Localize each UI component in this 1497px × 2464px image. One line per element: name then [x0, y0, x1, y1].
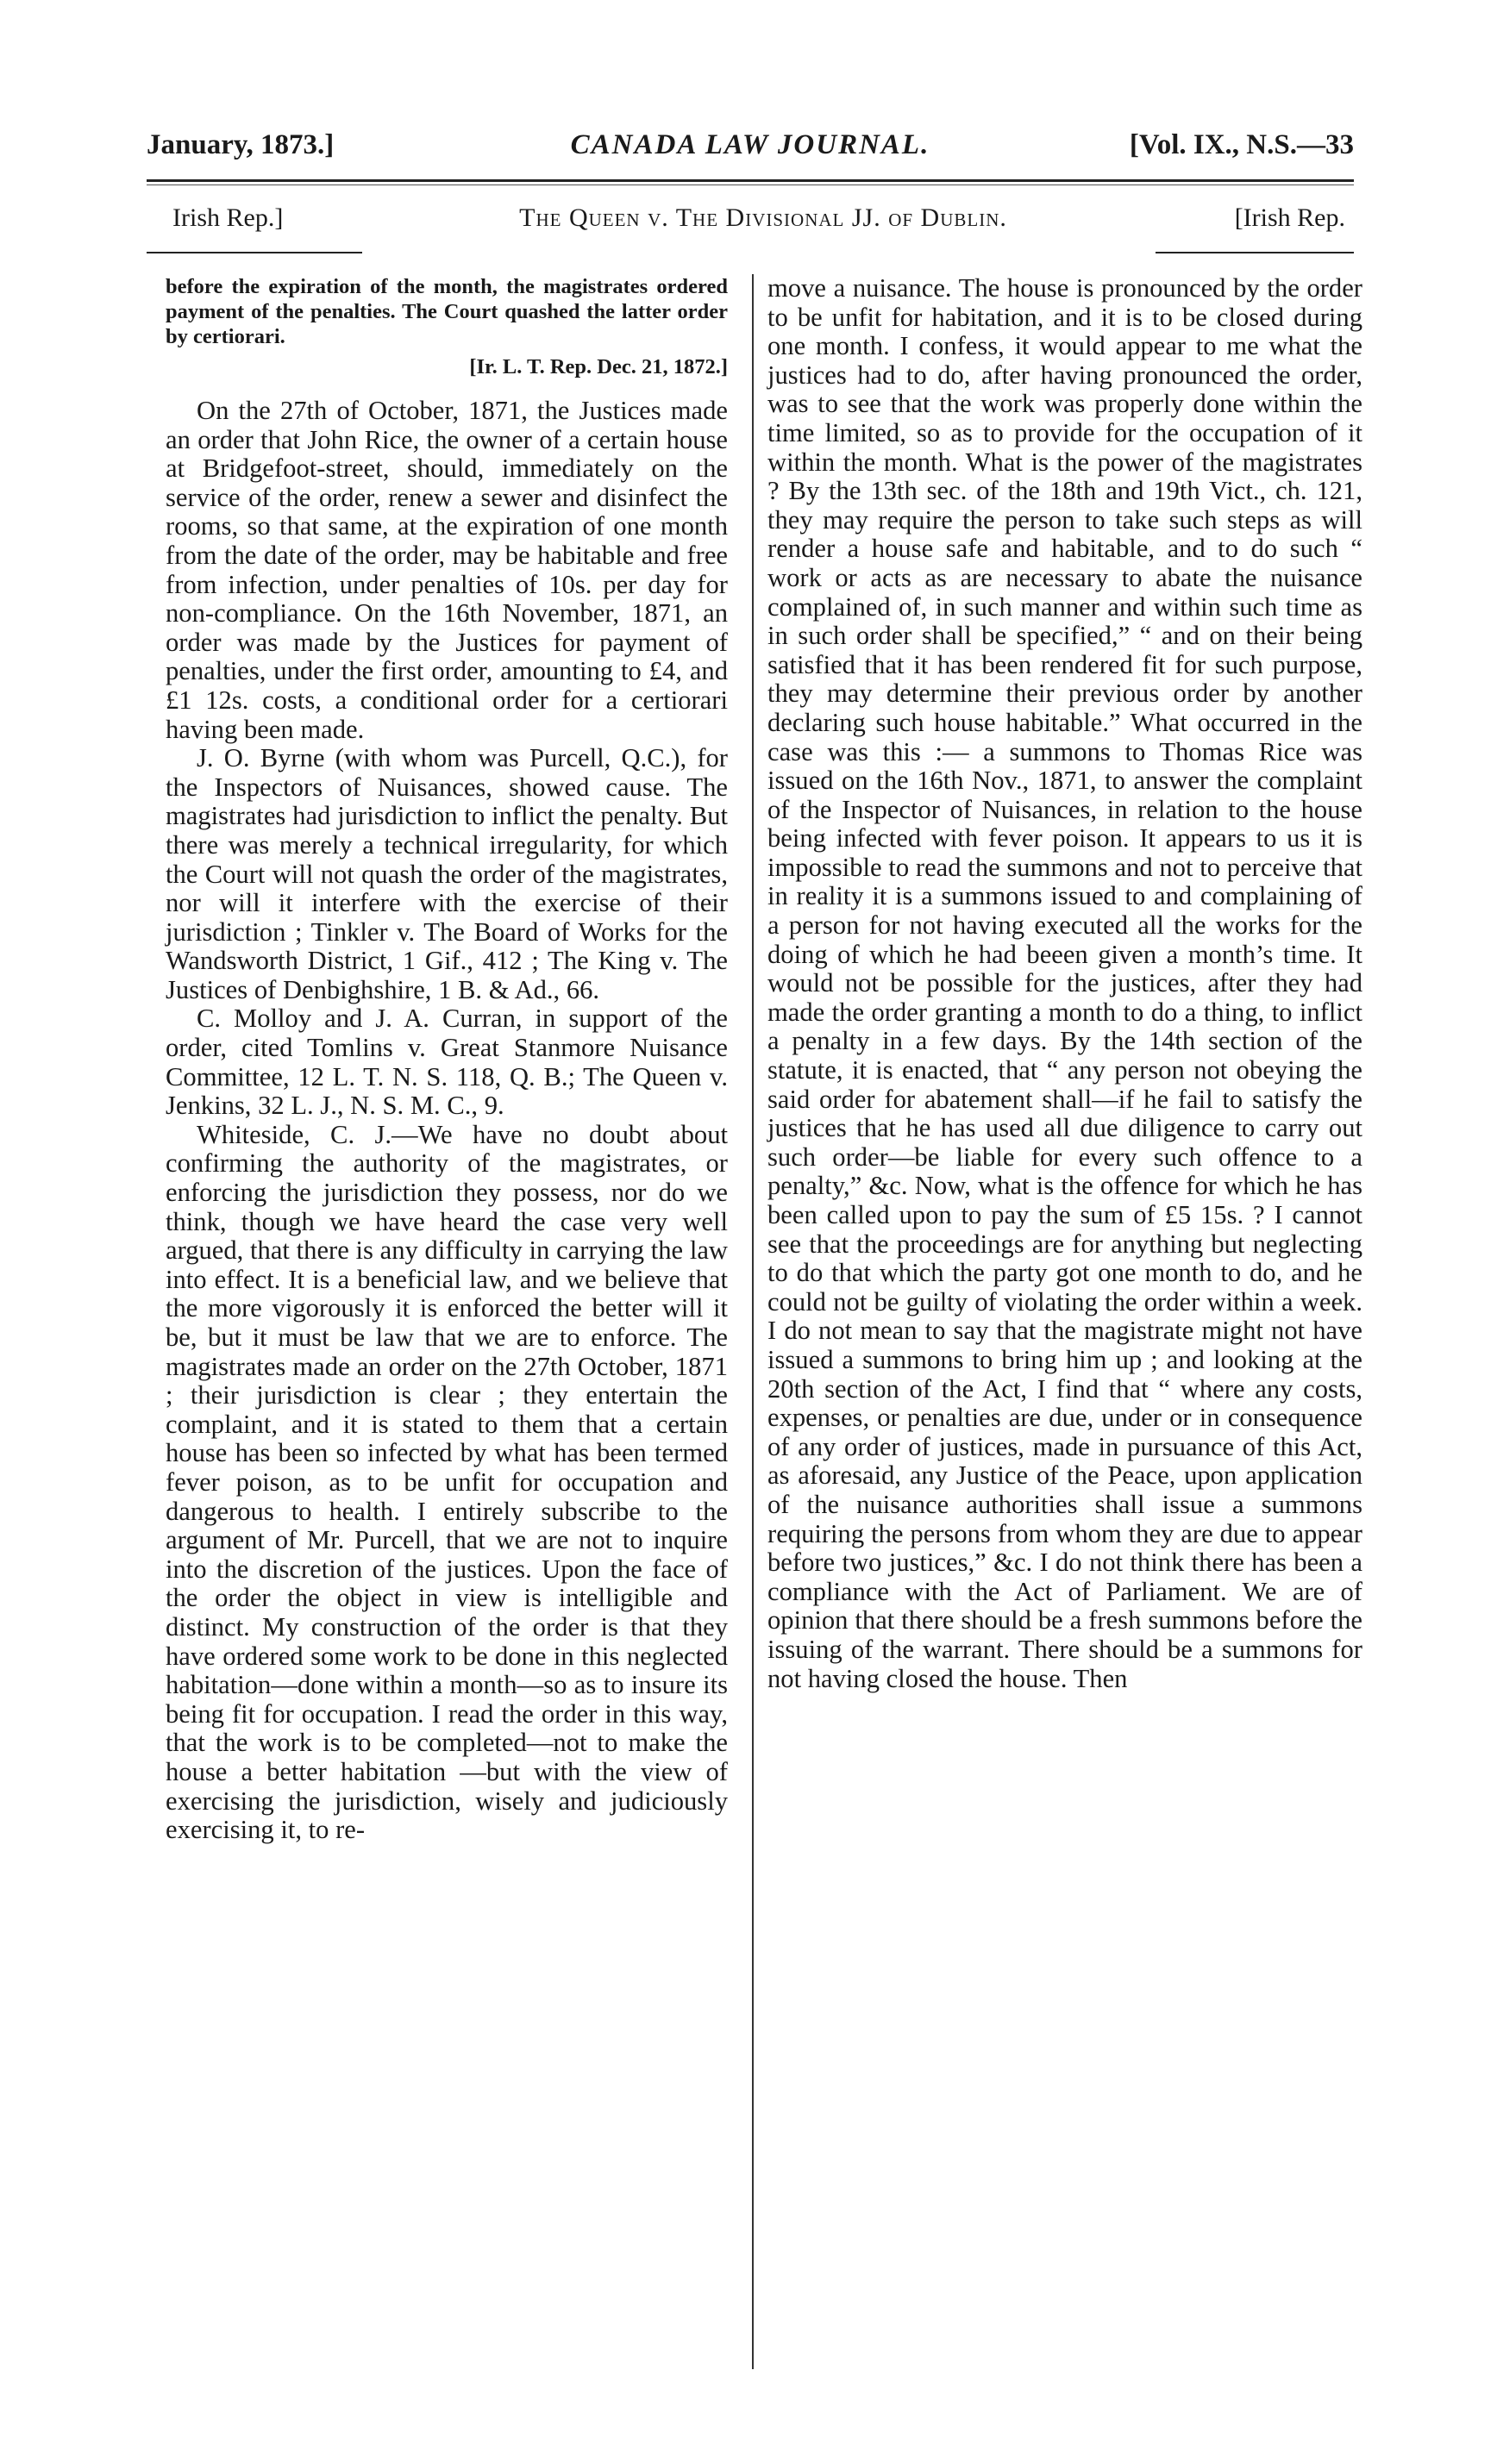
case-header-rule-left — [147, 252, 362, 253]
header-rule-thin — [147, 184, 1354, 185]
paragraph-judgment: Whiteside, C. J.—We have no doubt about confirming the authority of the magistrates, or enforcing the jurisdiction they possess, nor do we think, though we have heard the case very well argued, that there is any difficulty in carrying the law into effect. It is a beneficial law, and we believe that the more vigorously it is enforced the better will it be, but it must be law that we are to enforce. The magistrates made an order on the 27th October, 1871 ; their jurisdiction is clear ; they entertain the complaint, and it is stated to them that a certain house has been so infected by what has been termed fever poison, as to be unfit for occupation and dangerous to health. I entirely subscribe to the argument of Mr. Purcell, that we are not to inquire into the discretion of the justices. Upon the face of the order the object in view is intelligible and distinct. My construction of the order is that they have ordered some work to be done in this neglected habitation—done within a month—so as to insure its being fit for occupation. I read the order in this way, that the work is to be completed—not to make the house a better habitation —but with the view of exercising the jurisdiction, wisely and judiciously exercising it, to re- — [166, 1119, 728, 1845]
case-title: The Queen v. The Divisional JJ. of Dublin. — [519, 203, 1007, 232]
case-header-reporter-left: Irish Rep.] — [172, 203, 284, 232]
header-rule — [147, 179, 1354, 182]
paragraph-showed-cause: J. O. Byrne (with whom was Purcell, Q.C.), for the Inspectors of Nuisances, showed cause. The magistrates had jurisdiction to inflict the penalty. But there was merely a technical irregularity, for which the Court will not quash the order of the magistrates, nor will it interfere with the exercise of their jurisdiction ; Tinkler v. The Board of Works for the Wandsworth District, 1 Gif., 412 ; The King v. The Justices of Denbighshire, 1 B. & Ad., 66. — [166, 743, 728, 1004]
volume-page-number: [Vol. IX., N.S.—33 — [1129, 129, 1354, 160]
case-header-rule-right — [1156, 252, 1354, 253]
paragraph-facts: On the 27th of October, 1871, the Justices made an order that John Rice, the owner of a certain house at Bridgefoot-street, should, immediately on the service of the order, renew a sewer and disinfect the rooms, so that same, at the expiration of one month from the date of the order, may be habitable and free from infection, under penalties of 10s. per day for non-compliance. On the 16th November, 1871, an order was made by the Justices for payment of penalties, under the first order, amounting to £4, and £1 12s. costs, a conditional order for a certiorari having been made. — [166, 396, 728, 744]
right-column — [767, 274, 1362, 1693]
paragraph-in-support: C. Molloy and J. A. Curran, in support of the order, cited Tomlins v. Great Stanmore Nuisance Committee, 12 L. T. N. S. 118, Q. B.; The Queen v. Jenkins, 32 L. J., N. S. M. C., 9. — [166, 1004, 728, 1121]
running-head — [147, 129, 1354, 172]
case-header — [172, 203, 1354, 241]
case-header-reporter-right: [Irish Rep. — [1234, 203, 1345, 232]
left-column — [166, 274, 728, 1845]
headnote: before the expiration of the month, the magistrates ordered payment of the penalties. The Court quashed the latter order by certiorari. — [166, 275, 728, 348]
column-divider — [752, 274, 754, 2369]
paragraph-judgment-continued: move a nuisance. The house is pronounced by the order to be unfit for habitation, and it is to be closed during one month. I confess, it would appear to me what the justices had to do, after having pronounced the order, was to see that the work was properly done within the time limited, so as to provide for the occupation of it within the month. What is the power of the magistrates ? By the 13th sec. of the 18th and 19th Vict., ch. 121, they may require the person to take such steps as will render a house safe and habitable, and to do such “ work or acts as are necessary to abate the nuisance complained of, in such manner and within such time as in such order shall be specified,” “ and on their being satisfied that it has been rendered fit for such purpose, they may determine their previous order by another declaring such house habitable.” What occurred in the case was this :— a summons to Thomas Rice was issued on the 16th Nov., 1871, to answer the complaint of the Inspector of Nuisances, in relation to the house being infected with fever poison. It appears to us it is impossible to read the summons and not to perceive that in reality it is a summons issued to and complaining of a person for not having executed all the works for the doing of which he had beeen given a month’s time. It would not be possible for the justices, after they had made the order granting a month to do a thing, to inflict a penalty in a few days. By the 14th section of the statute, it is enacted, that “ any person not obeying the said order for abatement shall—if he fail to satisfy the justices that he has used all due diligence to carry out such order—be liable for every such offence to a penalty,” &c. Now, what is the offence for which he has been called upon to pay the sum of £5 15s. ? I cannot see that the proceedings are for anything but neglecting to do that which the party got one month to do, and he could not be guilty of violating the order within a week. I do not mean to say that the magistrate might not have issued a summons to bring him up ; and looking at the 20th section of the Act, I find that “ where any costs, expenses, or penalties are due, under or in consequence of any order of justices, made in pursuance of this Act, as aforesaid, any Justice of the Peace, upon application of the nuisance authorities shall issue a summons requiring the persons from whom they are due to appear before two justices,” &c. I do not think there has been a compliance with the Act of Parliament. We are of opinion that there should be a fresh summons before the issuing of the warrant. There should be a summons for not having closed the house. Then — [767, 273, 1362, 1693]
journal-title: CANADA LAW JOURNAL. — [570, 129, 930, 160]
running-head-date: January, 1873.] — [147, 129, 335, 160]
report-citation: [Ir. L. T. Rep. Dec. 21, 1872.] — [469, 355, 728, 378]
